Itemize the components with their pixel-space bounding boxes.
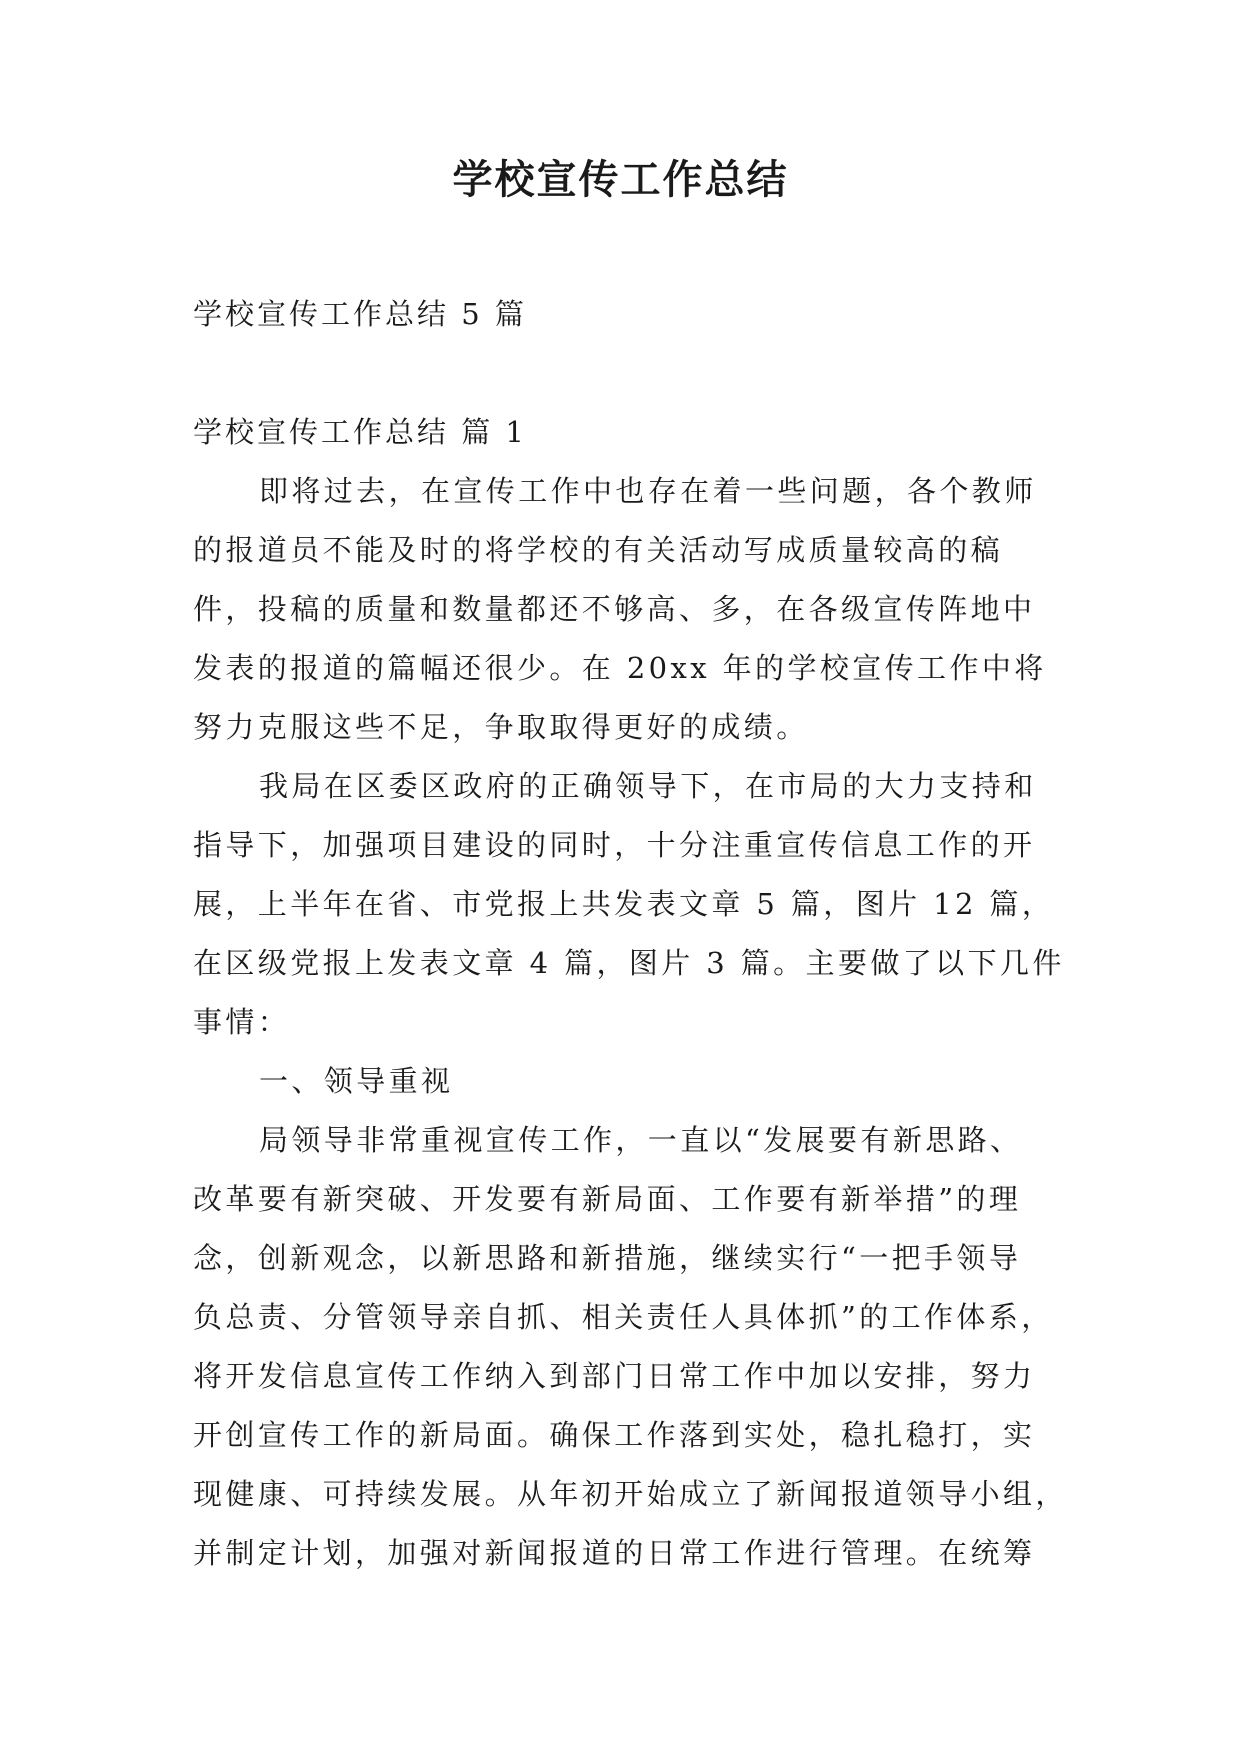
paragraph bbox=[193, 1111, 1068, 1583]
paragraph-line: 的报道员不能及时的将学校的有关活动写成质量较高的稿 bbox=[193, 533, 1004, 567]
paragraph bbox=[193, 757, 1065, 1052]
paragraph-line: 开创宣传工作的新局面。确保工作落到实处，稳扎稳打，实 bbox=[193, 1418, 1036, 1452]
paragraph-line: 将开发信息宣传工作纳入到部门日常工作中加以安排，努力 bbox=[193, 1359, 1036, 1393]
paragraph-line: 展，上半年在省、市党报上共发表文章 5 篇，图片 12 篇， bbox=[193, 887, 1055, 921]
paragraph-line: 改革要有新突破、开发要有新局面、工作要有新举措”的理 bbox=[193, 1182, 1022, 1216]
paragraph-line: 负总责、分管领导亲自抓、相关责任人具体抓”的工作体系， bbox=[193, 1300, 1054, 1334]
document-body bbox=[193, 462, 1068, 1583]
document-subtitle: 学校宣传工作总结 5 篇 bbox=[193, 297, 527, 331]
paragraph-line: 现健康、可持续发展。从年初开始成立了新闻报道领导小组， bbox=[193, 1477, 1068, 1511]
paragraph-line: 指导下，加强项目建设的同时，十分注重宣传信息工作的开 bbox=[193, 828, 1036, 862]
paragraph bbox=[193, 462, 1055, 757]
subheading-line: 一、领导重视 bbox=[259, 1064, 454, 1098]
paragraph-line: 并制定计划，加强对新闻报道的日常工作进行管理。在统筹 bbox=[193, 1536, 1036, 1570]
paragraph-line: 局领导非常重视宣传工作，一直以“发展要有新思路、 bbox=[259, 1123, 1023, 1157]
section-heading: 学校宣传工作总结 篇 1 bbox=[193, 415, 527, 449]
paragraph-line: 努力克服这些不足，争取取得更好的成绩。 bbox=[193, 710, 809, 744]
paragraph-line: 事情： bbox=[193, 1005, 291, 1039]
document-title: 学校宣传工作总结 bbox=[452, 156, 789, 203]
paragraph-line: 件，投稿的质量和数量都还不够高、多，在各级宣传阵地中 bbox=[193, 592, 1036, 626]
paragraph-line: 在区级党报上发表文章 4 篇，图片 3 篇。主要做了以下几件 bbox=[193, 946, 1065, 980]
paragraph-line: 我局在区委区政府的正确领导下，在市局的大力支持和 bbox=[259, 769, 1037, 803]
paragraph-line: 即将过去，在宣传工作中也存在着一些问题，各个教师 bbox=[259, 474, 1037, 508]
paragraph-line: 发表的报道的篇幅还很少。在 20xx 年的学校宣传工作中将 bbox=[193, 651, 1047, 685]
subheading-paragraph bbox=[193, 1052, 1055, 1111]
paragraph-line: 念，创新观念，以新思路和新措施，继续实行“一把手领导 bbox=[193, 1241, 1022, 1275]
